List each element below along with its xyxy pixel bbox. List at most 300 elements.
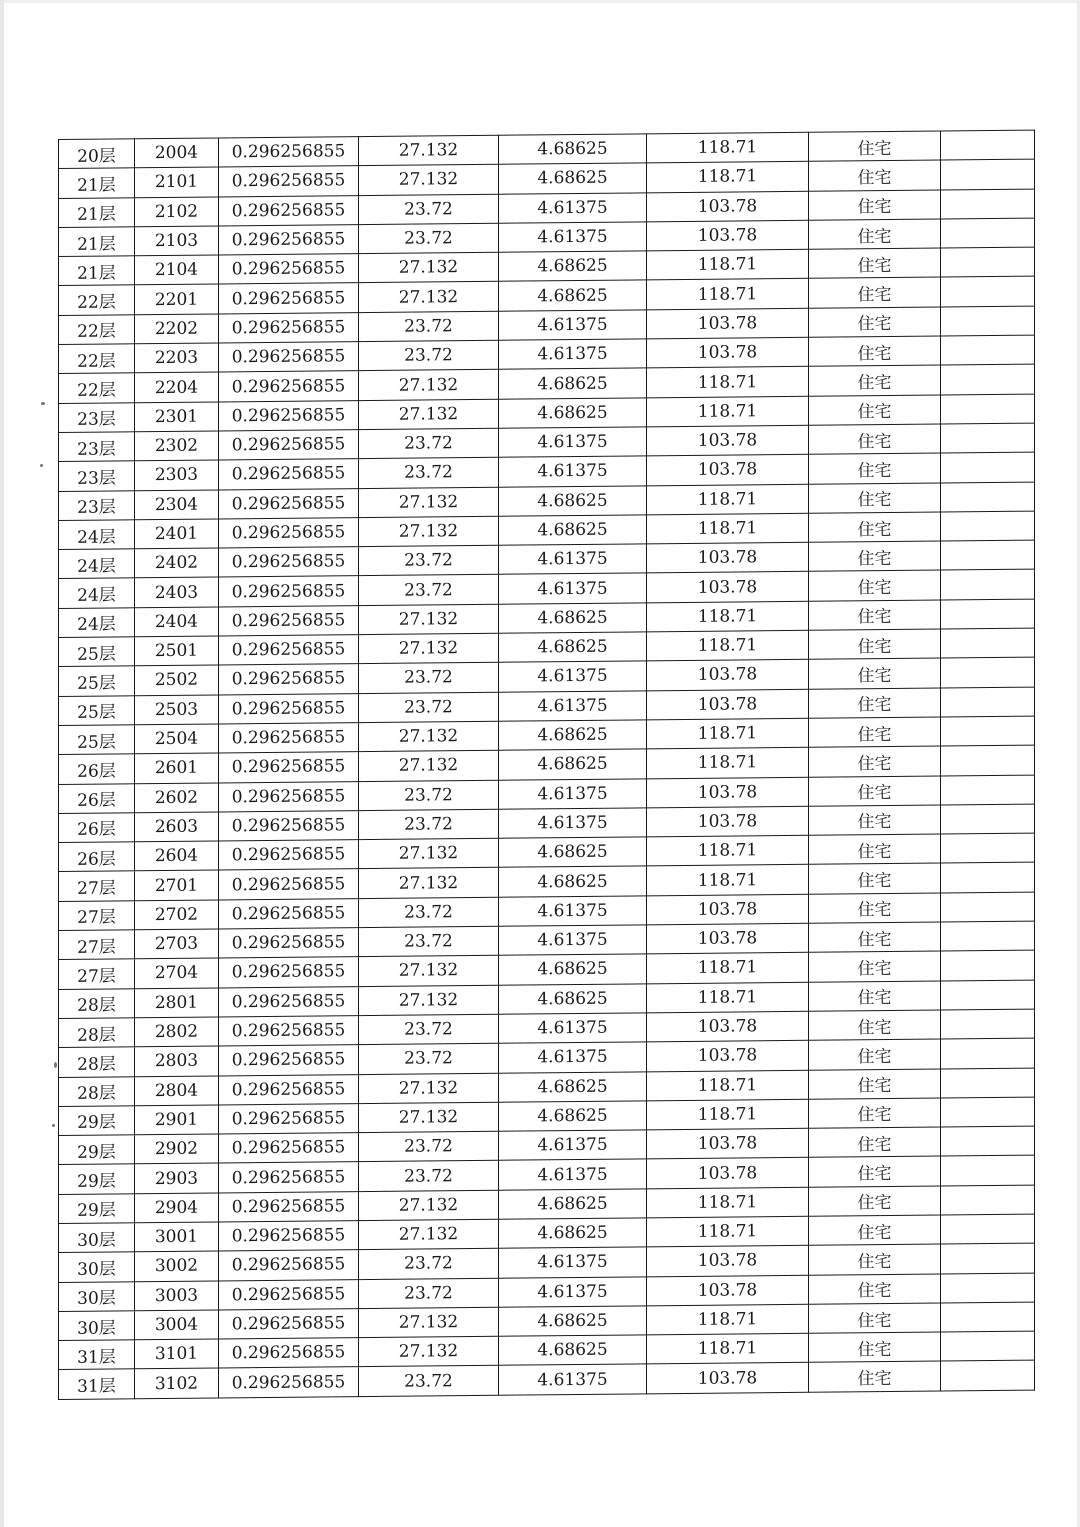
- share-ratio-cell: 0.296256855: [219, 1191, 359, 1222]
- shared-area-cell: 23.72: [359, 458, 499, 489]
- total-area-cell: 103.78: [647, 542, 809, 573]
- floor-cell: 30层: [59, 1223, 135, 1253]
- usage-cell: 住宅: [809, 981, 941, 1012]
- floor-cell: 26层: [59, 754, 135, 784]
- unit-number-cell: 2901: [135, 1105, 219, 1135]
- remarks-cell: [941, 482, 1035, 512]
- total-area-cell: 103.78: [647, 425, 809, 456]
- unit-number-cell: 2803: [135, 1046, 219, 1076]
- usage-cell: 住宅: [809, 365, 941, 396]
- usage-cell: 住宅: [809, 658, 941, 689]
- unit-number-cell: 2604: [135, 841, 219, 871]
- total-area-cell: 103.78: [647, 1011, 809, 1042]
- floor-cell: 24层: [59, 549, 135, 579]
- scan-speck: [41, 402, 45, 405]
- share-ratio-cell: 0.296256855: [219, 1279, 359, 1310]
- usage-cell: 住宅: [809, 717, 941, 748]
- unit-number-cell: 2102: [135, 197, 219, 227]
- usage-cell: 住宅: [809, 893, 941, 924]
- shared-area-cell: 27.132: [359, 1190, 499, 1221]
- usage-cell: 住宅: [809, 863, 941, 894]
- unit-number-cell: 2302: [135, 431, 219, 461]
- floor-cell: 24层: [59, 520, 135, 550]
- shared-area-cell: 27.132: [359, 282, 499, 313]
- total-area-cell: 118.71: [647, 484, 809, 515]
- table-body: [59, 130, 1035, 1399]
- share-ratio-cell: 0.296256855: [219, 371, 359, 402]
- col5-value-cell: 4.68625: [499, 280, 647, 311]
- shared-area-cell: 27.132: [359, 633, 499, 664]
- unit-number-cell: 2203: [135, 343, 219, 373]
- unit-number-cell: 2601: [135, 753, 219, 783]
- col5-value-cell: 4.61375: [499, 456, 647, 487]
- shared-area-cell: 23.72: [359, 1161, 499, 1192]
- remarks-cell: [941, 950, 1035, 980]
- usage-cell: 住宅: [809, 570, 941, 601]
- col5-value-cell: 4.61375: [499, 925, 647, 956]
- total-area-cell: 103.78: [647, 455, 809, 486]
- col5-value-cell: 4.61375: [499, 661, 647, 692]
- share-ratio-cell: 0.296256855: [219, 1367, 359, 1398]
- share-ratio-cell: 0.296256855: [219, 957, 359, 988]
- col5-value-cell: 4.68625: [499, 1306, 647, 1337]
- usage-cell: 住宅: [809, 1156, 941, 1187]
- total-area-cell: 103.78: [647, 220, 809, 251]
- total-area-cell: 103.78: [647, 660, 809, 691]
- total-area-cell: 118.71: [647, 1070, 809, 1101]
- usage-cell: 住宅: [809, 746, 941, 777]
- shared-area-cell: 27.132: [359, 370, 499, 401]
- floor-cell: 25层: [59, 666, 135, 696]
- unit-number-cell: 3003: [135, 1281, 219, 1311]
- unit-number-cell: 2304: [135, 490, 219, 520]
- remarks-cell: [941, 335, 1035, 365]
- shared-area-cell: 23.72: [359, 428, 499, 459]
- usage-cell: 住宅: [809, 1244, 941, 1275]
- floor-cell: 21层: [59, 256, 135, 286]
- remarks-cell: [941, 1009, 1035, 1039]
- total-area-cell: 118.71: [647, 396, 809, 427]
- remarks-cell: [941, 189, 1035, 219]
- unit-number-cell: 2402: [135, 548, 219, 578]
- col5-value-cell: 4.61375: [499, 427, 647, 458]
- shared-area-cell: 23.72: [359, 1131, 499, 1162]
- usage-cell: 住宅: [809, 1010, 941, 1041]
- unit-number-cell: 2704: [135, 958, 219, 988]
- floor-cell: 21层: [59, 168, 135, 198]
- col5-value-cell: 4.68625: [499, 632, 647, 663]
- shared-area-cell: 27.132: [359, 516, 499, 547]
- unit-number-cell: 2703: [135, 929, 219, 959]
- remarks-cell: [941, 1038, 1035, 1068]
- unit-number-cell: 2004: [135, 138, 219, 168]
- col5-value-cell: 4.68625: [499, 398, 647, 429]
- remarks-cell: [941, 628, 1035, 658]
- share-ratio-cell: 0.296256855: [219, 1308, 359, 1339]
- share-ratio-cell: 0.296256855: [219, 459, 359, 490]
- floor-cell: 30层: [59, 1311, 135, 1341]
- shared-area-cell: 27.132: [359, 721, 499, 752]
- total-area-cell: 103.78: [647, 806, 809, 837]
- shared-area-cell: 27.132: [359, 487, 499, 518]
- shared-area-cell: 23.72: [359, 1014, 499, 1045]
- col5-value-cell: 4.61375: [499, 1247, 647, 1278]
- share-ratio-cell: 0.296256855: [219, 400, 359, 431]
- floor-cell: 24层: [59, 578, 135, 608]
- remarks-cell: [941, 657, 1035, 687]
- col5-value-cell: 4.68625: [499, 163, 647, 194]
- unit-number-cell: 3002: [135, 1251, 219, 1281]
- floor-cell: 26层: [59, 813, 135, 843]
- share-ratio-cell: 0.296256855: [219, 547, 359, 578]
- share-ratio-cell: 0.296256855: [219, 605, 359, 636]
- unit-number-cell: 2504: [135, 724, 219, 754]
- share-ratio-cell: 0.296256855: [219, 752, 359, 783]
- scan-speck: [52, 1124, 55, 1127]
- remarks-cell: [941, 1068, 1035, 1098]
- col5-value-cell: 4.61375: [499, 690, 647, 721]
- usage-cell: 住宅: [809, 951, 941, 982]
- usage-cell: 住宅: [809, 1186, 941, 1217]
- remarks-cell: [941, 247, 1035, 277]
- remarks-cell: [941, 804, 1035, 834]
- total-area-cell: 103.78: [647, 1275, 809, 1306]
- floor-cell: 25层: [59, 637, 135, 667]
- shared-area-cell: 23.72: [359, 809, 499, 840]
- floor-cell: 30层: [59, 1252, 135, 1282]
- shared-area-cell: 27.132: [359, 1336, 499, 1367]
- unit-number-cell: 2201: [135, 284, 219, 314]
- shared-area-cell: 27.132: [359, 604, 499, 635]
- remarks-cell: [941, 306, 1035, 336]
- floor-cell: 27层: [59, 959, 135, 989]
- shared-area-cell: 23.72: [359, 545, 499, 576]
- shared-area-cell: 27.132: [359, 751, 499, 782]
- total-area-cell: 118.71: [647, 835, 809, 866]
- unit-number-cell: 2401: [135, 519, 219, 549]
- unit-number-cell: 2303: [135, 460, 219, 490]
- floor-cell: 23层: [59, 461, 135, 491]
- total-area-cell: 118.71: [647, 1304, 809, 1335]
- shared-area-cell: 23.72: [359, 194, 499, 225]
- col5-value-cell: 4.61375: [499, 222, 647, 253]
- floor-cell: 29层: [59, 1106, 135, 1136]
- col5-value-cell: 4.68625: [499, 1335, 647, 1366]
- unit-number-cell: 2904: [135, 1193, 219, 1223]
- unit-number-cell: 2801: [135, 988, 219, 1018]
- unit-number-cell: 2202: [135, 314, 219, 344]
- remarks-cell: [941, 1126, 1035, 1156]
- total-area-cell: 118.71: [647, 718, 809, 749]
- total-area-cell: 103.78: [647, 1246, 809, 1277]
- col5-value-cell: 4.61375: [499, 1159, 647, 1190]
- usage-cell: 住宅: [809, 190, 941, 221]
- unit-number-cell: 3101: [135, 1339, 219, 1369]
- remarks-cell: [941, 687, 1035, 717]
- share-ratio-cell: 0.296256855: [219, 1162, 359, 1193]
- col5-value-cell: 4.68625: [499, 1101, 647, 1132]
- total-area-cell: 103.78: [647, 191, 809, 222]
- col5-value-cell: 4.61375: [499, 573, 647, 604]
- col5-value-cell: 4.61375: [499, 1130, 647, 1161]
- share-ratio-cell: 0.296256855: [219, 1133, 359, 1164]
- share-ratio-cell: 0.296256855: [219, 517, 359, 548]
- remarks-cell: [941, 921, 1035, 951]
- col5-value-cell: 4.68625: [499, 837, 647, 868]
- floor-cell: 22层: [59, 315, 135, 345]
- unit-number-cell: 2701: [135, 870, 219, 900]
- unit-number-cell: 2603: [135, 812, 219, 842]
- floor-cell: 23层: [59, 432, 135, 462]
- total-area-cell: 118.71: [647, 1333, 809, 1364]
- usage-cell: 住宅: [809, 834, 941, 865]
- floor-cell: 21层: [59, 227, 135, 257]
- shared-area-cell: 23.72: [359, 780, 499, 811]
- floor-cell: 27层: [59, 871, 135, 901]
- usage-cell: 住宅: [809, 512, 941, 543]
- remarks-cell: [941, 980, 1035, 1010]
- floor-cell: 31层: [59, 1369, 135, 1399]
- remarks-cell: [941, 277, 1035, 307]
- total-area-cell: 118.71: [647, 1099, 809, 1130]
- share-ratio-cell: 0.296256855: [219, 576, 359, 607]
- usage-cell: 住宅: [809, 688, 941, 719]
- floor-cell: 22层: [59, 285, 135, 315]
- total-area-cell: 103.78: [647, 1363, 809, 1394]
- shared-area-cell: 23.72: [359, 1366, 499, 1397]
- share-ratio-cell: 0.296256855: [219, 723, 359, 754]
- share-ratio-cell: 0.296256855: [219, 1250, 359, 1281]
- shared-area-cell: 23.72: [359, 926, 499, 957]
- unit-number-cell: 2501: [135, 636, 219, 666]
- share-ratio-cell: 0.296256855: [219, 810, 359, 841]
- floor-cell: 20层: [59, 139, 135, 169]
- total-area-cell: 118.71: [647, 367, 809, 398]
- floor-cell: 21层: [59, 197, 135, 227]
- unit-number-cell: 2804: [135, 1075, 219, 1105]
- usage-cell: 住宅: [809, 541, 941, 572]
- usage-cell: 住宅: [809, 1274, 941, 1305]
- usage-cell: 住宅: [809, 248, 941, 279]
- shared-area-cell: 27.132: [359, 135, 499, 166]
- unit-number-cell: 2301: [135, 402, 219, 432]
- unit-number-cell: 2802: [135, 1017, 219, 1047]
- usage-cell: 住宅: [809, 1069, 941, 1100]
- usage-cell: 住宅: [809, 1098, 941, 1129]
- unit-number-cell: 2104: [135, 255, 219, 285]
- floor-cell: 29层: [59, 1164, 135, 1194]
- total-area-cell: 118.71: [647, 279, 809, 310]
- total-area-cell: 118.71: [647, 1187, 809, 1218]
- shared-area-cell: 27.132: [359, 1307, 499, 1338]
- shared-area-cell: 23.72: [359, 575, 499, 606]
- shared-area-cell: 23.72: [359, 1249, 499, 1280]
- unit-number-cell: 2903: [135, 1163, 219, 1193]
- unit-number-cell: 2404: [135, 607, 219, 637]
- shared-area-cell: 27.132: [359, 985, 499, 1016]
- col5-value-cell: 4.68625: [499, 515, 647, 546]
- usage-cell: 住宅: [809, 1303, 941, 1334]
- unit-number-cell: 2103: [135, 226, 219, 256]
- floor-cell: 26层: [59, 842, 135, 872]
- unit-number-cell: 2101: [135, 167, 219, 197]
- remarks-cell: [941, 570, 1035, 600]
- share-ratio-cell: 0.296256855: [219, 1016, 359, 1047]
- remarks-cell: [941, 1097, 1035, 1127]
- total-area-cell: 118.71: [647, 865, 809, 896]
- shared-area-cell: 23.72: [359, 340, 499, 371]
- shared-area-cell: 27.132: [359, 956, 499, 987]
- shared-area-cell: 23.72: [359, 663, 499, 694]
- unit-number-cell: 3102: [135, 1368, 219, 1398]
- floor-cell: 25层: [59, 695, 135, 725]
- share-ratio-cell: 0.296256855: [219, 430, 359, 461]
- remarks-cell: [941, 863, 1035, 893]
- usage-cell: 住宅: [809, 131, 941, 162]
- col5-value-cell: 4.68625: [499, 134, 647, 165]
- share-ratio-cell: 0.296256855: [219, 225, 359, 256]
- remarks-cell: [941, 716, 1035, 746]
- remarks-cell: [941, 423, 1035, 453]
- usage-cell: 住宅: [809, 629, 941, 660]
- floor-cell: 24层: [59, 608, 135, 638]
- share-ratio-cell: 0.296256855: [219, 1074, 359, 1105]
- floor-cell: 28层: [59, 1047, 135, 1077]
- share-ratio-cell: 0.296256855: [219, 664, 359, 695]
- total-area-cell: 103.78: [647, 1040, 809, 1071]
- col5-value-cell: 4.68625: [499, 866, 647, 897]
- remarks-cell: [941, 1302, 1035, 1332]
- remarks-cell: [941, 540, 1035, 570]
- col5-value-cell: 4.61375: [499, 544, 647, 575]
- share-ratio-cell: 0.296256855: [219, 986, 359, 1017]
- remarks-cell: [941, 1243, 1035, 1273]
- total-area-cell: 118.71: [647, 162, 809, 193]
- total-area-cell: 118.71: [647, 601, 809, 632]
- total-area-cell: 103.78: [647, 689, 809, 720]
- floor-cell: 29层: [59, 1193, 135, 1223]
- total-area-cell: 103.78: [647, 337, 809, 368]
- col5-value-cell: 4.61375: [499, 1013, 647, 1044]
- col5-value-cell: 4.61375: [499, 808, 647, 839]
- share-ratio-cell: 0.296256855: [219, 1045, 359, 1076]
- share-ratio-cell: 0.296256855: [219, 488, 359, 519]
- floor-cell: 22层: [59, 373, 135, 403]
- total-area-cell: 103.78: [647, 894, 809, 925]
- usage-cell: 住宅: [809, 600, 941, 631]
- remarks-cell: [941, 599, 1035, 629]
- unit-number-cell: 2902: [135, 1134, 219, 1164]
- floor-cell: 28层: [59, 1018, 135, 1048]
- usage-cell: 住宅: [809, 1361, 941, 1392]
- total-area-cell: 103.78: [647, 1128, 809, 1159]
- col5-value-cell: 4.68625: [499, 251, 647, 282]
- usage-cell: 住宅: [809, 1039, 941, 1070]
- share-ratio-cell: 0.296256855: [219, 928, 359, 959]
- shared-area-cell: 27.132: [359, 252, 499, 283]
- floor-cell: 31层: [59, 1340, 135, 1370]
- col5-value-cell: 4.68625: [499, 1218, 647, 1249]
- col5-value-cell: 4.68625: [499, 1071, 647, 1102]
- usage-cell: 住宅: [809, 483, 941, 514]
- floor-cell: 29层: [59, 1135, 135, 1165]
- share-ratio-cell: 0.296256855: [219, 195, 359, 226]
- usage-cell: 住宅: [809, 1215, 941, 1246]
- shared-area-cell: 23.72: [359, 692, 499, 723]
- remarks-cell: [941, 365, 1035, 395]
- remarks-cell: [941, 1185, 1035, 1215]
- usage-cell: 住宅: [809, 424, 941, 455]
- remarks-cell: [941, 1361, 1035, 1391]
- unit-number-cell: 2702: [135, 900, 219, 930]
- col5-value-cell: 4.68625: [499, 603, 647, 634]
- usage-cell: 住宅: [809, 922, 941, 953]
- unit-number-cell: 2204: [135, 372, 219, 402]
- share-ratio-cell: 0.296256855: [219, 693, 359, 724]
- total-area-cell: 103.78: [647, 308, 809, 339]
- remarks-cell: [941, 159, 1035, 189]
- total-area-cell: 118.71: [647, 132, 809, 163]
- unit-number-cell: 3001: [135, 1222, 219, 1252]
- share-ratio-cell: 0.296256855: [219, 254, 359, 285]
- scan-speck: [54, 1062, 57, 1068]
- remarks-cell: [941, 511, 1035, 541]
- col5-value-cell: 4.68625: [499, 954, 647, 985]
- total-area-cell: 118.71: [647, 982, 809, 1013]
- floor-cell: 23层: [59, 490, 135, 520]
- share-ratio-cell: 0.296256855: [219, 635, 359, 666]
- remarks-cell: [941, 1156, 1035, 1186]
- floor-cell: 25层: [59, 725, 135, 755]
- col5-value-cell: 4.61375: [499, 192, 647, 223]
- total-area-cell: 118.71: [647, 748, 809, 779]
- total-area-cell: 103.78: [647, 923, 809, 954]
- share-ratio-cell: 0.296256855: [219, 1338, 359, 1369]
- shared-area-cell: 23.72: [359, 1043, 499, 1074]
- remarks-cell: [941, 452, 1035, 482]
- usage-cell: 住宅: [809, 278, 941, 309]
- col5-value-cell: 4.61375: [499, 1276, 647, 1307]
- remarks-cell: [941, 1214, 1035, 1244]
- usage-cell: 住宅: [809, 219, 941, 250]
- total-area-cell: 118.71: [647, 953, 809, 984]
- col5-value-cell: 4.68625: [499, 720, 647, 751]
- floor-cell: 30层: [59, 1281, 135, 1311]
- usage-cell: 住宅: [809, 1127, 941, 1158]
- unit-area-table: [58, 130, 1035, 1400]
- shared-area-cell: 27.132: [359, 399, 499, 430]
- remarks-cell: [941, 775, 1035, 805]
- share-ratio-cell: 0.296256855: [219, 869, 359, 900]
- unit-number-cell: 2503: [135, 695, 219, 725]
- scan-speck: [40, 464, 43, 467]
- share-ratio-cell: 0.296256855: [219, 1221, 359, 1252]
- share-ratio-cell: 0.296256855: [219, 840, 359, 871]
- usage-cell: 住宅: [809, 1332, 941, 1363]
- share-ratio-cell: 0.296256855: [219, 342, 359, 373]
- total-area-cell: 103.78: [647, 572, 809, 603]
- shared-area-cell: 27.132: [359, 1219, 499, 1250]
- unit-number-cell: 3004: [135, 1310, 219, 1340]
- total-area-cell: 118.71: [647, 1216, 809, 1247]
- shared-area-cell: 27.132: [359, 838, 499, 869]
- remarks-cell: [941, 745, 1035, 775]
- share-ratio-cell: 0.296256855: [219, 898, 359, 929]
- total-area-cell: 103.78: [647, 1158, 809, 1189]
- remarks-cell: [941, 130, 1035, 160]
- shared-area-cell: 27.132: [359, 1073, 499, 1104]
- col5-value-cell: 4.68625: [499, 1189, 647, 1220]
